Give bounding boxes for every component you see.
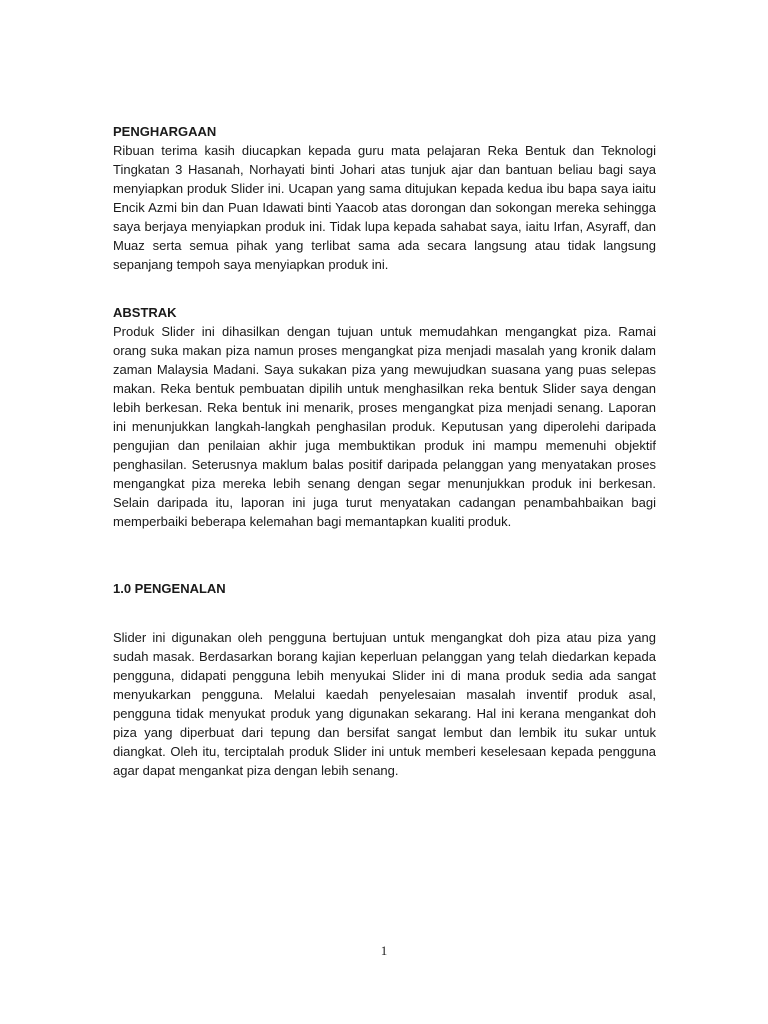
paragraph-penghargaan: Ribuan terima kasih diucapkan kepada guru mata pelajaran Reka Bentuk dan Teknologi Tingkatan 3 Hasanah, Norhayati binti Johari atas tunjuk ajar dan bantuan beliau bagi saya menyiapkan produk Slider ini. Ucapan yang sama ditujukan kepada kedua ibu bapa saya iaitu Encik Azmi bin dan Puan Idawati binti Yaacob atas dorongan dan sokongan mereka sehingga saya berjaya menyiapkan produk ini. Tidak lupa kepada sahabat saya, iaitu Irfan, Asyraff, dan Muaz serta semua pihak yang terlibat sama ada secara langsung atau tidak langsung sepanjang tempoh saya menyiapkan produk ini. bbox=[113, 143, 656, 272]
section-pengenalan-body bbox=[113, 628, 656, 780]
section-penghargaan bbox=[113, 122, 656, 274]
heading-pengenalan: 1.0 PENGENALAN bbox=[113, 581, 226, 596]
heading-abstrak: ABSTRAK bbox=[113, 305, 177, 320]
paragraph-pengenalan: Slider ini digunakan oleh pengguna bertujuan untuk mengangkat doh piza atau piza yang sudah masak. Berdasarkan borang kajian keperluan pelanggan yang telah diedarkan kepada pengguna, didapati pengguna lebih menyukai Slider ini di mana produk sedia ada sangat menyukarkan pengguna. Melalui kaedah penyelesaian masalah inventif produk asal, pengguna tidak menyukat produk yang digunakan sekarang. Hal ini kerana mengankat doh piza yang diperbuat dari tepung dan bersifat sangat lembut dan lembik itu sukar untuk diangkat. Oleh itu, terciptalah produk Slider ini untuk memberi keselesaan kepada pengguna agar dapat mengankat piza dengan lebih senang. bbox=[113, 630, 656, 778]
heading-penghargaan: PENGHARGAAN bbox=[113, 124, 217, 139]
section-pengenalan-heading bbox=[113, 579, 656, 598]
page-number: 1 bbox=[380, 943, 388, 958]
section-abstrak bbox=[113, 303, 656, 531]
paragraph-abstrak: Produk Slider ini dihasilkan dengan tujuan untuk memudahkan mengangkat piza. Ramai orang suka makan piza namun proses mengangkat piza menjadi masalah yang kronik dalam zaman Malaysia Madani. Saya sukakan piza yang mewujudkan suasana yang puas selepas makan. Reka bentuk pembuatan dipilih untuk menghasilkan reka bentuk Slider saya dengan lebih berkesan. Reka bentuk ini menarik, proses mengangkat piza menjadi senang. Laporan ini menunjukkan langkah-langkah penghasilan produk. Keputusan yang diperolehi daripada pengujian dan penilaian akhir juga membuktikan produk ini mampu memenuhi objektif penghasilan. Seterusnya maklum balas positif daripada pelanggan yang menyatakan proses mengangkat piza mereka lebih senang dengan segar menunjukkan produk ini berkesan. Selain daripada itu, laporan ini juga turut menyatakan cadangan penambahbaikan bagi memperbaiki beberapa kelemahan bagi memantapkan kualiti produk. bbox=[113, 324, 656, 529]
